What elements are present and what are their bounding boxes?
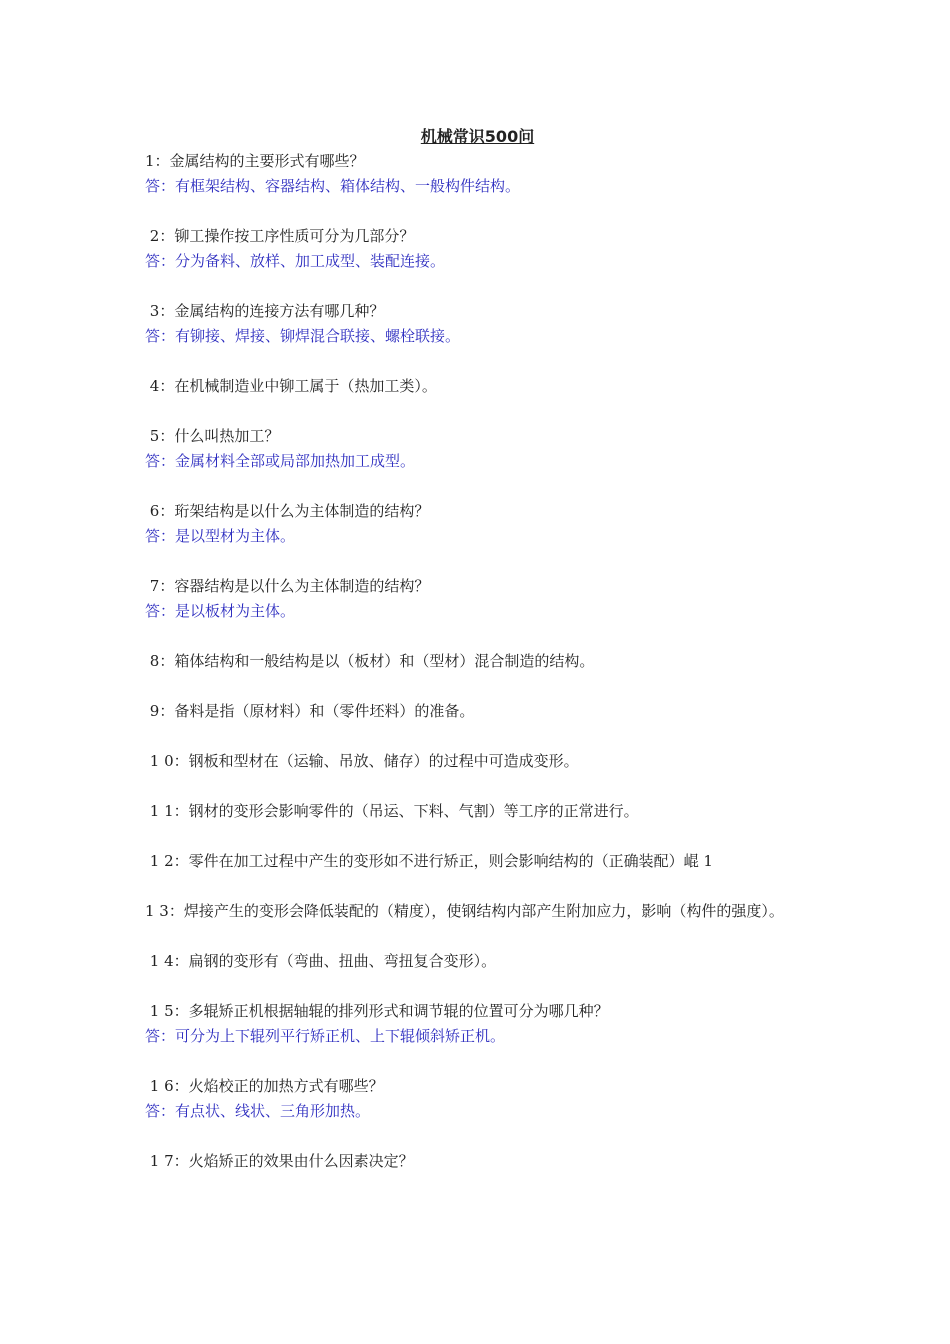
question-text: 9：备料是指（原材料）和（零件坯料）的准备。 xyxy=(145,702,475,720)
answer-text: 答：金属材料全部或局部加热加工成型。 xyxy=(145,452,416,470)
question-text: 2：铆工操作按工序性质可分为几部分？ xyxy=(145,227,415,245)
answer-text: 答：有铆接、焊接、铆焊混合联接、螺栓联接。 xyxy=(145,327,461,345)
paragraph-gap xyxy=(145,774,810,799)
answer-text: 答：可分为上下辊列平行矫正机、上下辊倾斜矫正机。 xyxy=(145,1027,506,1045)
paragraph-gap xyxy=(145,274,810,299)
question-text: 1 0：钢板和型材在（运输、吊放、储存）的过程中可造成变形。 xyxy=(145,752,579,770)
question-text: 1 1：钢材的变形会影响零件的（吊运、下料、气割）等工序的正常进行。 xyxy=(145,802,639,820)
document-page xyxy=(145,124,810,1174)
paragraph-gap xyxy=(145,399,810,424)
question-text: 3：金属结构的连接方法有哪几种？ xyxy=(145,302,385,320)
paragraph-gap xyxy=(145,974,810,999)
paragraph-gap xyxy=(145,674,810,699)
question-text: 1 2：零件在加工过程中产生的变形如不进行矫正，则会影响结构的（正确装配）崐 1 xyxy=(145,852,713,870)
question-text: 7：容器结构是以什么为主体制造的结构？ xyxy=(145,577,430,595)
qa-list xyxy=(145,149,810,1174)
answer-text: 答：有点状、线状、三角形加热。 xyxy=(145,1102,371,1120)
question-text: 6：珩架结构是以什么为主体制造的结构？ xyxy=(145,502,430,520)
answer-text: 答：有框架结构、容器结构、箱体结构、一般构件结构。 xyxy=(145,177,521,195)
paragraph-gap xyxy=(145,349,810,374)
question-text: 1 5：多辊矫正机根据轴辊的排列形式和调节辊的位置可分为哪几种？ xyxy=(145,1002,609,1020)
document-title: 机械常识500问 xyxy=(420,127,535,146)
question-text: 8：箱体结构和一般结构是以（板材）和（型材）混合制造的结构。 xyxy=(145,652,595,670)
paragraph-gap xyxy=(145,724,810,749)
paragraph-gap xyxy=(145,1049,810,1074)
paragraph-gap xyxy=(145,474,810,499)
question-text: 1 3：焊接产生的变形会降低装配的（精度），使钢结构内部产生附加应力，影响（构件的强度）。 xyxy=(145,902,784,920)
paragraph-gap xyxy=(145,1124,810,1149)
question-text: 1 4：扁钢的变形有（弯曲、扭曲、弯扭复合变形）。 xyxy=(145,952,497,970)
paragraph-gap xyxy=(145,924,810,949)
answer-text: 答：是以型材为主体。 xyxy=(145,527,296,545)
question-text: 1：金属结构的主要形式有哪些？ xyxy=(145,152,365,170)
paragraph-gap xyxy=(145,199,810,224)
answer-text: 答：分为备料、放样、加工成型、装配连接。 xyxy=(145,252,446,270)
paragraph-gap xyxy=(145,874,810,899)
question-text: 1 7：火焰矫正的效果由什么因素决定？ xyxy=(145,1152,414,1170)
paragraph-gap xyxy=(145,824,810,849)
paragraph-gap xyxy=(145,624,810,649)
question-text: 4：在机械制造业中铆工属于（热加工类）。 xyxy=(145,377,437,395)
paragraph-gap xyxy=(145,549,810,574)
answer-text: 答：是以板材为主体。 xyxy=(145,602,296,620)
question-text: 1 6：火焰校正的加热方式有哪些？ xyxy=(145,1077,384,1095)
question-text: 5：什么叫热加工？ xyxy=(145,427,280,445)
